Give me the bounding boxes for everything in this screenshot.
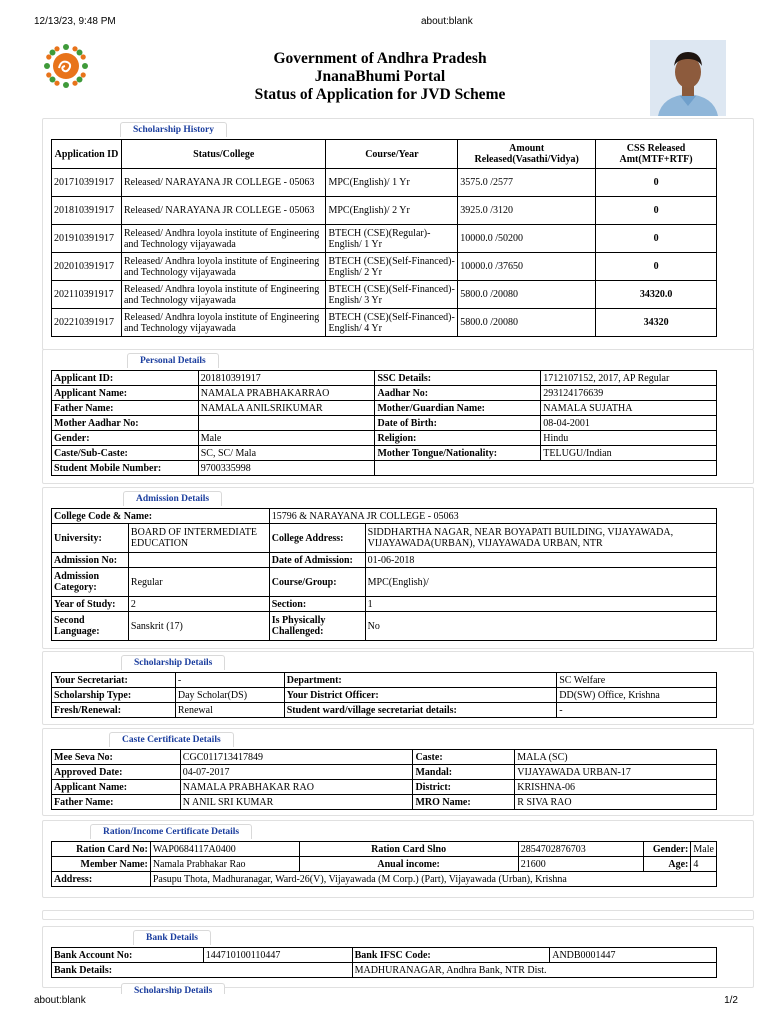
jnanabhumi-logo [44,44,88,88]
caste-certificate-table [51,749,717,810]
label-second-language: Second Language: [52,612,129,641]
value-second-language: Sanskrit (17) [128,612,269,641]
value-aadhar-no: 293124176639 [541,386,717,401]
cell-css: 0 [596,225,717,253]
value-caste-father-name: N ANIL SRI KUMAR [180,795,413,810]
label-ration-card-slno: Ration Card Slno [299,842,518,857]
label-ssc-details: SSC Details: [375,371,541,386]
scholarship-history-table [51,139,717,337]
cell-css: 34320.0 [596,281,717,309]
cell-app-id: 202110391917 [52,281,122,309]
value-ward-secretariat: - [557,703,717,718]
label-caste: Caste/Sub-Caste: [52,446,199,461]
cell-app-id: 201910391917 [52,225,122,253]
value-annual-income: 21600 [518,857,643,872]
title-status: Status of Application for JVD Scheme [254,86,506,103]
tab-ration-income: Ration/Income Certificate Details [90,824,252,839]
label-caste: Caste: [413,750,515,765]
label-ration-gender: Gender: [643,842,691,857]
table-row [52,509,717,524]
value-course-group: MPC(English)/ [365,568,716,597]
value-applicant-id: 201810391917 [198,371,375,386]
value-age: 4 [691,857,717,872]
cell-course: MPC(English)/ 2 Yr [326,197,458,225]
page-number: 1/2 [724,995,738,1006]
table-row [52,842,717,857]
value-fresh-renewal: Renewal [175,703,284,718]
label-department: Department: [284,673,557,688]
label-mother-name: Mother/Guardian Name: [375,401,541,416]
value-district: KRISHNA-06 [515,780,717,795]
table-row [52,568,717,597]
label-college-code: College Code & Name: [52,509,270,524]
tab-admission-details: Admission Details [123,491,222,506]
cell-course: BTECH (CSE)(Self-Financed)-English/ 4 Yr [326,309,458,337]
label-gender: Gender: [52,431,199,446]
table-row [52,703,717,718]
cell-css: 0 [596,253,717,281]
value-caste: MALA (SC) [515,750,717,765]
label-ration-card-no: Ration Card No: [52,842,151,857]
label-admission-category: Admission Category: [52,568,129,597]
value-secretariat: - [175,673,284,688]
tab-scholarship-details: Scholarship Details [121,655,225,670]
scholarship-details-table [51,672,717,718]
value-department: SC Welfare [557,673,717,688]
admission-details-table [51,508,717,641]
value-scholarship-type: Day Scholar(DS) [175,688,284,703]
value-mother-tongue: TELUGU/Indian [541,446,717,461]
value-caste-applicant-name: NAMALA PRABHAKAR RAO [180,780,413,795]
value-year-of-study: 2 [128,597,269,612]
label-year-of-study: Year of Study: [52,597,129,612]
value-approved-date: 04-07-2017 [180,765,413,780]
table-row [52,371,717,386]
print-datetime: 12/13/23, 9:48 PM [34,16,116,27]
label-section: Section: [269,597,365,612]
table-row [52,309,717,337]
value-admission-date: 01-06-2018 [365,553,716,568]
value-dob: 08-04-2001 [541,416,717,431]
label-college-address: College Address: [269,524,365,553]
value-ration-card-no: WAP0684117A0400 [150,842,299,857]
value-mee-seva: CGC011713417849 [180,750,413,765]
cell-amount: 10000.0 /50200 [458,225,596,253]
cell-course: BTECH (CSE)(Regular)-English/ 1 Yr [326,225,458,253]
value-bank-account: 144710100110447 [203,948,352,963]
value-ration-gender: Male [691,842,717,857]
label-member-name: Member Name: [52,857,151,872]
label-address: Address: [52,872,151,887]
value-university: BOARD OF INTERMEDIATE EDUCATION [128,524,269,553]
cell-amount: 5800.0 /20080 [458,309,596,337]
label-age: Age: [643,857,691,872]
table-header-row [52,140,717,169]
label-approved-date: Approved Date: [52,765,181,780]
table-row [52,612,717,641]
value-mro-name: R SIVA RAO [515,795,717,810]
cell-amount: 3925.0 /3120 [458,197,596,225]
table-row [52,253,717,281]
label-bank-account: Bank Account No: [52,948,204,963]
label-mandal: Mandal: [413,765,515,780]
label-applicant-name: Applicant Name: [52,386,199,401]
value-district-officer: DD(SW) Office, Krishna [557,688,717,703]
table-row [52,225,717,253]
label-dob: Date of Birth: [375,416,541,431]
table-row [52,169,717,197]
value-college-address: SIDDHARTHA NAGAR, NEAR BOYAPATI BUILDING, VIJAYAWADA, VIJAYAWADA(URBAN), VIJAYAWADA URBAN, NTR [365,524,716,553]
label-mother-aadhar: Mother Aadhar No: [52,416,199,431]
label-district: District: [413,780,515,795]
personal-details-table [51,370,717,476]
cell-app-id: 202210391917 [52,309,122,337]
label-ward-secretariat: Student ward/village secretariat details: [284,703,557,718]
cell-amount: 5800.0 /20080 [458,281,596,309]
tab-caste-certificate: Caste Certificate Details [109,732,234,747]
value-college-code: 15796 & NARAYANA JR COLLEGE - 05063 [269,509,716,524]
cell-status: Released/ Andhra loyola institute of Engineering and Technology vijayawada [121,225,326,253]
label-mee-seva: Mee Seva No: [52,750,181,765]
label-caste-applicant-name: Applicant Name: [52,780,181,795]
value-member-name: Namala Prabhakar Rao [150,857,299,872]
page-titles [180,50,580,104]
value-bank-details: MADHURANAGAR, Andhra Bank, NTR Dist. [352,963,716,978]
value-admission-category: Regular [128,568,269,597]
table-row [52,872,717,887]
label-physically-challenged: Is Physically Challenged: [269,612,365,641]
table-row [52,416,717,431]
label-mother-tongue: Mother Tongue/Nationality: [375,446,541,461]
value-applicant-name: NAMALA PRABHAKARRAO [198,386,375,401]
table-row [52,431,717,446]
cell-css: 0 [596,169,717,197]
cell-status: Released/ Andhra loyola institute of Engineering and Technology vijayawada [121,253,326,281]
cell-amount: 10000.0 /37650 [458,253,596,281]
value-mother-name: NAMALA SUJATHA [541,401,717,416]
label-admission-date: Date of Admission: [269,553,365,568]
col-course-year: Course/Year [326,140,458,169]
label-annual-income: Anual income: [299,857,518,872]
cell-amount: 3575.0 /2577 [458,169,596,197]
label-district-officer: Your District Officer: [284,688,557,703]
col-css-released: CSS Released Amt(MTF+RTF) [596,140,717,169]
cell-app-id: 201810391917 [52,197,122,225]
value-physically-challenged: No [365,612,716,641]
tab-scholarship-details-next: Scholarship Details [121,983,225,994]
value-gender: Male [198,431,375,446]
blank-panel [42,910,754,920]
title-government: Government of Andhra Pradesh [273,50,487,67]
label-course-group: Course/Group: [269,568,365,597]
label-caste-father-name: Father Name: [52,795,181,810]
table-row [52,524,717,553]
ration-income-table [51,841,717,887]
label-ifsc: Bank IFSC Code: [352,948,550,963]
table-row [52,461,717,476]
col-amount-released: Amount Released(Vasathi/Vidya) [458,140,596,169]
label-aadhar-no: Aadhar No: [375,386,541,401]
value-mandal: VIJAYAWADA URBAN-17 [515,765,717,780]
cell-css: 0 [596,197,717,225]
col-status-college: Status/College [121,140,326,169]
empty-cell [375,461,717,476]
table-row [52,553,717,568]
table-row [52,401,717,416]
label-mro-name: MRO Name: [413,795,515,810]
table-row [52,446,717,461]
tab-scholarship-history: Scholarship History [120,122,227,137]
value-religion: Hindu [541,431,717,446]
value-father-name: NAMALA ANILSRIKUMAR [198,401,375,416]
cell-status: Released/ NARAYANA JR COLLEGE - 05063 [121,169,326,197]
table-row [52,673,717,688]
value-ifsc: ANDB0001447 [550,948,717,963]
applicant-photo [650,40,726,116]
cell-app-id: 202010391917 [52,253,122,281]
value-ration-card-slno: 2854702876703 [518,842,643,857]
cell-css: 34320 [596,309,717,337]
value-caste: SC, SC/ Mala [198,446,375,461]
cell-status: Released/ NARAYANA JR COLLEGE - 05063 [121,197,326,225]
value-address: Pasupu Thota, Madhuranagar, Ward-26(V), Vijayawada (M Corp.) (Part), Vijayawada (Urban), Krishna [150,872,716,887]
table-row [52,765,717,780]
value-admission-no [128,553,269,568]
title-portal: JnanaBhumi Portal [314,68,446,85]
label-university: University: [52,524,129,553]
cell-status: Released/ Andhra loyola institute of Engineering and Technology vijayawada [121,281,326,309]
cell-course: BTECH (CSE)(Self-Financed)-English/ 2 Yr [326,253,458,281]
cell-app-id: 201710391917 [52,169,122,197]
value-section: 1 [365,597,716,612]
label-scholarship-type: Scholarship Type: [52,688,176,703]
cell-course: BTECH (CSE)(Self-Financed)-English/ 3 Yr [326,281,458,309]
label-applicant-id: Applicant ID: [52,371,199,386]
label-fresh-renewal: Fresh/Renewal: [52,703,176,718]
label-admission-no: Admission No: [52,553,129,568]
table-row [52,197,717,225]
table-row [52,857,717,872]
label-secretariat: Your Secretariat: [52,673,176,688]
label-bank-details: Bank Details: [52,963,353,978]
table-row [52,597,717,612]
cell-course: MPC(English)/ 1 Yr [326,169,458,197]
print-footer [34,995,738,1006]
tab-bank-details: Bank Details [133,930,211,945]
bank-details-table [51,947,717,978]
table-row [52,281,717,309]
label-father-name: Father Name: [52,401,199,416]
label-religion: Religion: [375,431,541,446]
table-row [52,780,717,795]
cell-status: Released/ Andhra loyola institute of Engineering and Technology vijayawada [121,309,326,337]
value-ssc-details: 1712107152, 2017, AP Regular [541,371,717,386]
value-mother-aadhar [198,416,375,431]
table-row [52,386,717,401]
table-row [52,795,717,810]
table-row [52,948,717,963]
col-application-id: Application ID [52,140,122,169]
value-mobile: 9700335998 [198,461,375,476]
table-row [52,688,717,703]
table-row [52,750,717,765]
footer-url: about:blank [34,995,86,1006]
table-row [52,963,717,978]
label-mobile: Student Mobile Number: [52,461,199,476]
print-url: about:blank [421,16,473,27]
tab-personal-details: Personal Details [127,353,219,368]
